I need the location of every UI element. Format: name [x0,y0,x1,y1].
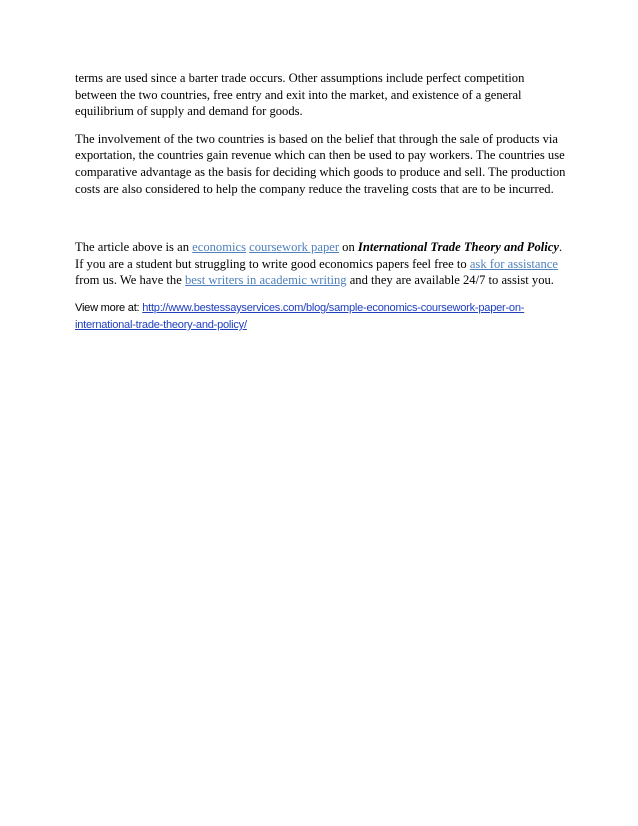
paragraph-line: comparative advantage as the basis for deciding which goods to produce and sell. The production [75,164,566,179]
promo-text: The article above is an [75,240,193,255]
best-writers-link[interactable]: best writers in academic writing [184,273,347,288]
source-url-link[interactable] [75,302,524,331]
source-url-part-1[interactable]: http://www.bestessayservices.com/blog/sample-economics-coursework-paper-on- [142,301,525,314]
article-title-emphasis: International Trade Theory and Policy [357,240,559,255]
promo-paragraph [75,239,570,289]
promo-text: from us. We have the [75,273,185,288]
paragraph-assumptions [75,70,570,120]
paragraph-involvement [75,131,570,197]
paragraph-line: costs are also considered to help the company reduce the traveling costs that are to be incurred. [75,181,554,196]
paragraph-line: equilibrium of supply and demand for goods. [75,104,303,119]
coursework-paper-link[interactable]: coursework paper [249,240,340,255]
source-url-part-2[interactable]: international-trade-theory-and-policy/ [75,318,247,331]
promo-text: and they are available 24/7 to assist you. [346,273,554,288]
paragraph-line: The involvement of the two countries is based on the belief that through the sale of products via [75,131,558,146]
paragraph-line: exportation, the countries gain revenue which can then be used to pay workers. The countries use [75,148,565,163]
ask-for-assistance-link[interactable]: ask for assistance [469,256,558,271]
view-more-label: View more at: [75,301,143,314]
paragraph-line: between the two countries, free entry and exit into the market, and existence of a general [75,87,522,102]
promo-text: on [339,240,358,255]
paragraph-line: terms are used since a barter trade occurs. Other assumptions include perfect competition [75,71,525,85]
promo-text: . [558,240,563,255]
economics-link[interactable]: economics [192,240,246,255]
document-content [75,70,570,334]
view-more-line [75,300,570,334]
promo-text: If you are a student but struggling to write good economics papers feel free to [75,256,470,271]
